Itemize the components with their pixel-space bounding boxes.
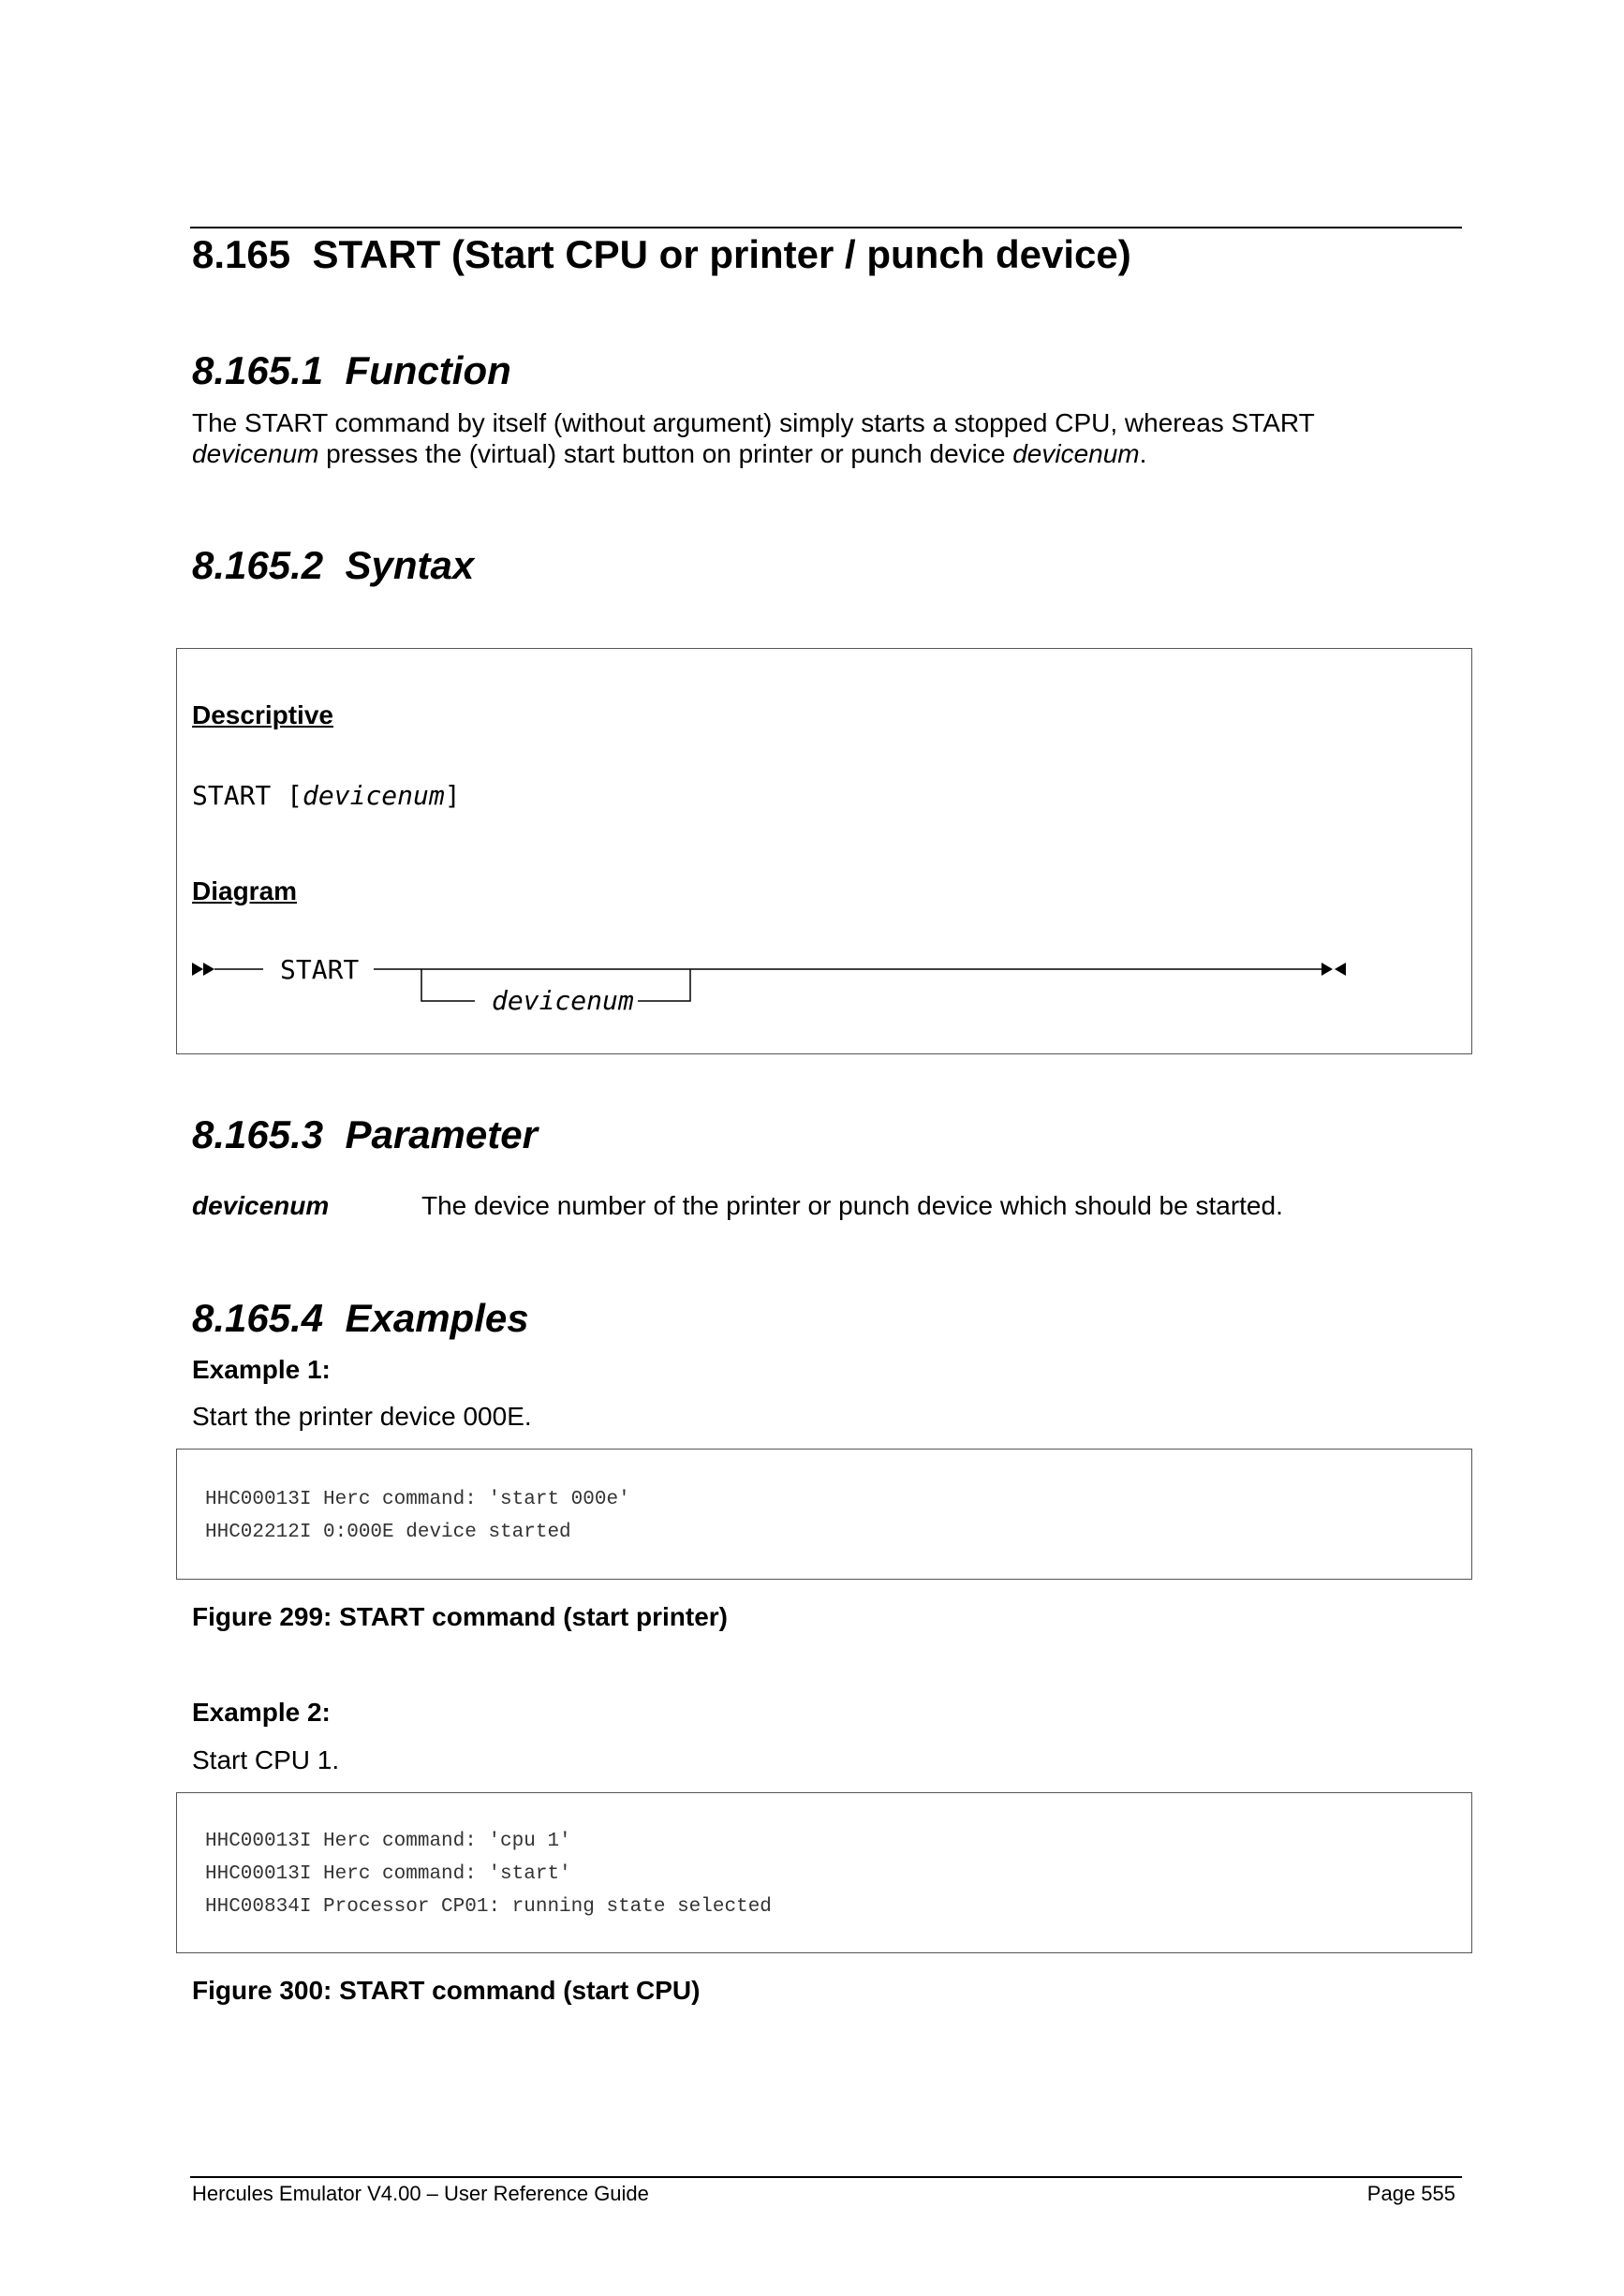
example-1-code-box (176, 1449, 1472, 1580)
example-1-code (205, 1483, 630, 1549)
syntax-box (176, 648, 1472, 1054)
syntax-heading-text: Syntax (345, 543, 475, 587)
function-heading-text: Function (345, 348, 511, 392)
diagram-label: Diagram (192, 876, 298, 905)
examples-heading (192, 1296, 529, 1341)
function-text-part1: The START command by itself (without argument) simply starts a stopped CPU, whereas START (192, 408, 1315, 437)
examples-heading-number: 8.165.4 (192, 1296, 324, 1340)
diagram-branch-right (638, 969, 690, 1001)
syntax-heading (192, 543, 474, 588)
function-heading-number: 8.165.1 (192, 348, 324, 392)
figure-300-caption: Figure 300: START command (start CPU) (192, 1976, 701, 2005)
section-title (192, 232, 1131, 277)
example-2-code-box (176, 1792, 1472, 1953)
diagram-end-stop (1335, 963, 1346, 976)
function-param-1: devicenum (192, 439, 319, 468)
footer-page-number: Page 555 (1366, 2182, 1455, 2205)
parameter-heading (192, 1112, 538, 1157)
example-1-description: Start the printer device 000E. (192, 1402, 532, 1431)
figure-299-caption: Figure 299: START command (start printer) (192, 1602, 729, 1631)
function-param-2: devicenum (1012, 439, 1140, 468)
section-number: 8.165 (192, 232, 291, 276)
syntax-heading-number: 8.165.2 (192, 543, 324, 587)
diagram-start-arrow-1 (192, 963, 203, 976)
footer-title: Hercules Emulator V4.00 – User Reference Guide (192, 2182, 649, 2205)
function-text-part2: presses the (virtual) start button on printer or punch device (318, 439, 1013, 468)
example-1-label: Example 1: (192, 1355, 331, 1384)
function-text-end: . (1139, 439, 1147, 468)
function-heading (192, 348, 511, 393)
example-2-description: Start CPU 1. (192, 1745, 340, 1774)
descriptive-cmd: START [ (192, 780, 303, 811)
examples-heading-text: Examples (345, 1296, 529, 1340)
footer-rule (190, 2176, 1462, 2178)
diagram-param: devicenum (492, 985, 634, 1016)
parameter-heading-text: Parameter (345, 1112, 538, 1156)
diagram-end-arrow (1321, 963, 1333, 976)
parameter-description: The device number of the printer or punch device which should be started. (421, 1191, 1283, 1220)
descriptive-label: Descriptive (192, 700, 333, 729)
header-rule (190, 227, 1462, 228)
function-paragraph (192, 407, 1466, 469)
descriptive-param: devicenum (303, 780, 445, 811)
code-line: HHC00834I Processor CP01: running state selected (205, 1896, 772, 1918)
descriptive-close: ] (444, 780, 461, 811)
example-2-label: Example 2: (192, 1698, 331, 1727)
code-line: HHC00013I Herc command: 'start 000e' (205, 1489, 630, 1510)
example-2-code (205, 1825, 772, 1923)
code-line: HHC00013I Herc command: 'start' (205, 1863, 571, 1885)
section-title-text: START (Start CPU or printer / punch device) (312, 232, 1131, 276)
code-line: HHC00013I Herc command: 'cpu 1' (205, 1831, 571, 1852)
parameter-name: devicenum (192, 1191, 330, 1220)
parameter-heading-number: 8.165.3 (192, 1112, 324, 1156)
diagram-branch-left (421, 969, 475, 1001)
diagram-keyword: START (280, 954, 360, 985)
code-line: HHC02212I 0:000E device started (205, 1522, 571, 1543)
diagram-start-arrow-2 (203, 963, 214, 976)
syntax-diagram (177, 649, 1473, 1055)
